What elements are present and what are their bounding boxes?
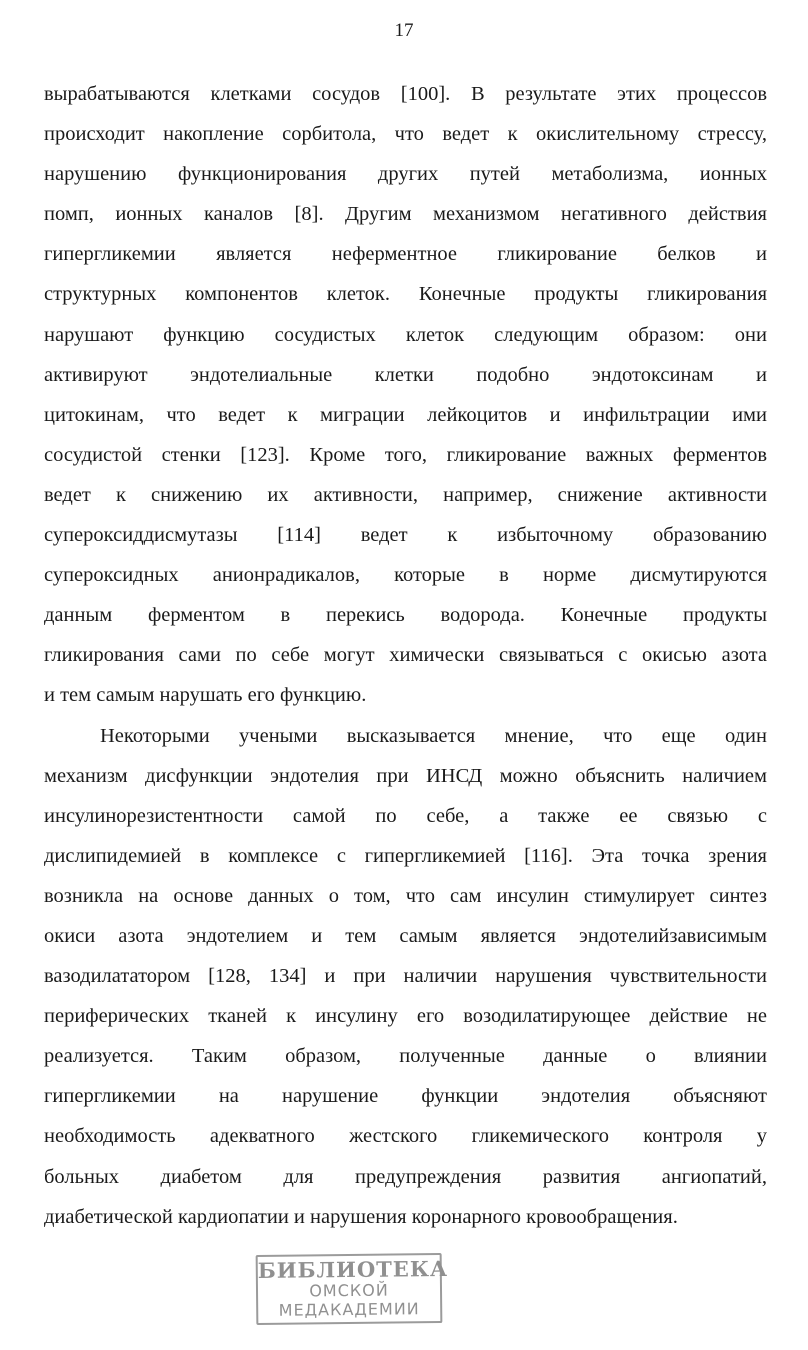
text-line: гипергликемии на нарушение функции эндотелия объясняют bbox=[44, 1085, 767, 1108]
text-line: и тем самым нарушать его функцию. bbox=[44, 684, 367, 707]
text-line: необходимость адекватного жестского гликемического контроля у bbox=[44, 1125, 767, 1148]
text-line: сосудистой стенки [123]. Кроме того, гликирование важных ферментов bbox=[44, 443, 767, 466]
text-line: структурных компонентов клеток. Конечные продукты гликирования bbox=[44, 283, 767, 306]
text-line: вазодилататором [128, 134] и при наличии нарушения чувствительности bbox=[44, 965, 767, 988]
text-line: Некоторыми учеными высказывается мнение, что еще один bbox=[100, 724, 767, 747]
library-stamp bbox=[256, 1253, 449, 1325]
text-line: механизм дисфункции эндотелия при ИНСД можно объяснить наличием bbox=[44, 764, 767, 787]
text-line: происходит накопление сорбитола, что ведет к окислительному стрессу, bbox=[44, 123, 767, 146]
text-line: помп, ионных каналов [8]. Другим механизмом негативного действия bbox=[44, 203, 767, 226]
text-line: данным ферментом в перекись водорода. Конечные продукты bbox=[44, 604, 767, 627]
text-line: цитокинам, что ведет к миграции лейкоцитов и инфильтрации ими bbox=[44, 403, 767, 426]
text-line: активируют эндотелиальные клетки подобно эндотоксинам и bbox=[44, 363, 767, 386]
stamp-line-1: БИБЛИОТЕКА bbox=[257, 1255, 449, 1283]
stamp-line-3: МЕДАКАДЕМИИ bbox=[278, 1299, 420, 1320]
text-line: нарушают функцию сосудистых клеток следующим образом: они bbox=[44, 323, 767, 346]
text-line: гликирования сами по себе могут химически связываться с окисью азота bbox=[44, 644, 767, 667]
text-line: дислипидемией в комплексе с гипергликемией [116]. Эта точка зрения bbox=[44, 844, 767, 867]
text-line: реализуется. Таким образом, полученные данные о влиянии bbox=[44, 1045, 767, 1068]
stamp-line-2: ОМСКОЙ bbox=[309, 1280, 389, 1301]
text-line: супероксидных анионрадикалов, которые в норме дисмутируются bbox=[44, 564, 767, 587]
text-line: возникла на основе данных о том, что сам инсулин стимулирует синтез bbox=[44, 884, 767, 907]
text-line: больных диабетом для предупреждения развития ангиопатий, bbox=[44, 1165, 767, 1188]
text-line: диабетической кардиопатии и нарушения коронарного кровообращения. bbox=[44, 1205, 678, 1228]
text-line: гипергликемии является неферментное гликирование белков и bbox=[44, 243, 767, 266]
text-line: инсулинорезистентности самой по себе, а также ее связью с bbox=[44, 804, 767, 827]
text-line: окиси азота эндотелием и тем самым является эндотелийзависимым bbox=[44, 924, 767, 947]
paragraph-2 bbox=[44, 716, 767, 1237]
page-number: 17 bbox=[394, 20, 414, 41]
text-line: периферических тканей к инсулину его возодилатирующее действие не bbox=[44, 1005, 767, 1028]
body-text bbox=[44, 74, 767, 1237]
text-line: ведет к снижению их активности, например, снижение активности bbox=[44, 483, 767, 506]
text-line: нарушению функционирования других путей метаболизма, ионных bbox=[44, 163, 767, 186]
text-line: супероксиддисмутазы [114] ведет к избыточному образованию bbox=[44, 524, 767, 547]
paragraph-1 bbox=[44, 74, 767, 716]
text-line: вырабатываются клетками сосудов [100]. В результате этих процессов bbox=[44, 83, 767, 105]
